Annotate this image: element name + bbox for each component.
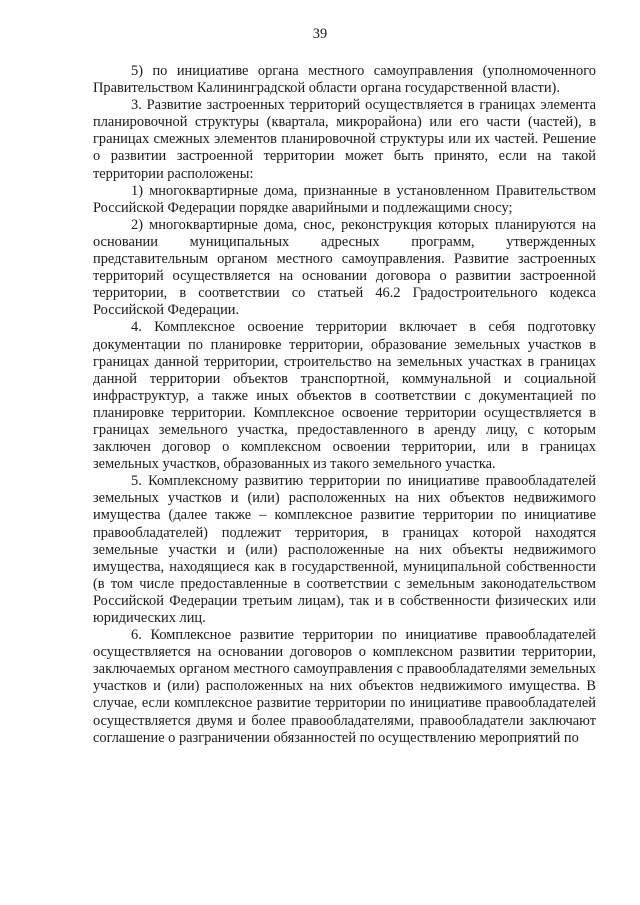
paragraph-section-3: 3. Развитие застроенных территорий осуществляется в границах элемента планировочной структуры (квартала, микрорайона) или его части (частей), в границах смежных элементов планировочной структуры или их частей. Решение о развитии застроенной территории может быть принято, если на такой территории расположены: xyxy=(93,97,596,182)
paragraph-item-1: 1) многоквартирные дома, признанные в установленном Правительством Российской Федерации порядке аварийными и подлежащими сносу; xyxy=(93,182,596,216)
document-body xyxy=(93,63,596,747)
paragraph-item-2: 2) многоквартирные дома, снос, реконструкция которых планируются на основании муниципальных адресных программ, утвержденных представительным органом местного самоуправления. Развитие застроенных территорий осуществляется на основании договора о развитии застроенной территории, в соответствии со статьей 46.2 Градостроительного кодекса Российской Федерации. xyxy=(93,216,596,319)
paragraph-section-4: 4. Комплексное освоение территории включает в себя подготовку документации по планировке территории, образование земельных участков в границах данной территории, строительство на земельных участках в границах данной территории объектов транспортной, коммунальной и социальной инфраструктур, а также иных объектов в соответствии с документацией по планировке территории. Комплексное освоение территории осуществляется в границах земельного участка, предоставленного в аренду лицу, с которым заключен договор о комплексном освоении территории, или в границах земельных участков, образованных из такого земельного участка. xyxy=(93,319,596,473)
paragraph-item-5: 5) по инициативе органа местного самоуправления (уполномоченного Правительством Калининградской области органа государственной власти). xyxy=(93,63,596,97)
paragraph-section-6: 6. Комплексное развитие территории по инициативе правообладателей осуществляется на основании договоров о комплексном развитии территории, заключаемых органом местного самоуправления с правообладателями земельных участков и (или) расположенных на них объектов недвижимого имущества. В случае, если комплексное развитие территории по инициативе правообладателей осуществляется двумя и более правообладателями, правообладатели заключают соглашение о разграничении обязанностей по осуществлению мероприятий по xyxy=(93,627,596,746)
paragraph-section-5: 5. Комплексному развитию территории по инициативе правообладателей земельных участков и (или) расположенных на них объектов недвижимого имущества (далее также – комплексное развитие территории по инициативе правообладателей) подлежит территория, в границах которой находятся земельные участки и (или) расположенные на них объекты недвижимого имущества, находящиеся как в государственной, муниципальной собственности (в том числе предоставленные в соответствии с земельным законодательством Российской Федерации третьим лицам), так и в собственности физических или юридических лиц. xyxy=(93,473,596,626)
page-number: 39 xyxy=(312,26,328,42)
